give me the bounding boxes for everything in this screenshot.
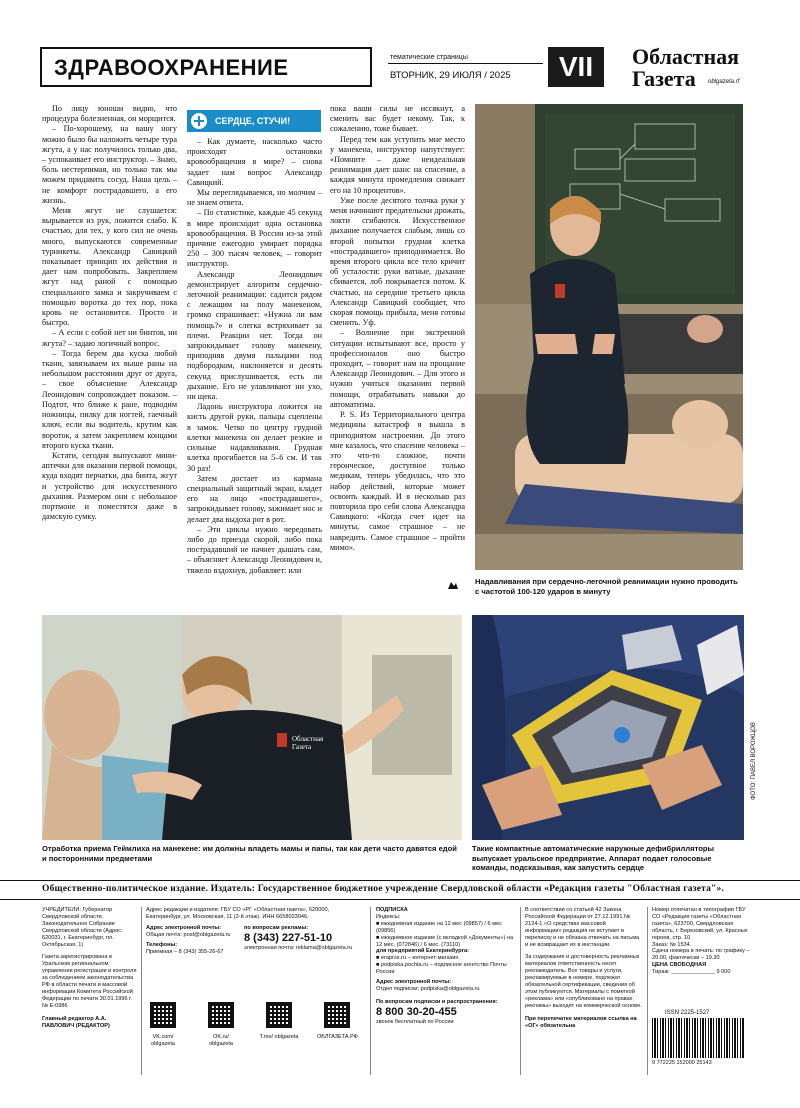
social-telegram[interactable]: T.me/ oblgazeta [259, 1034, 299, 1040]
social-ok[interactable]: OK.ru/ oblgazeta [209, 1034, 233, 1047]
paragraph: Ладонь инструктора ложится на кисть другой руки, пальцы сцеплены в замок. Четко по центру грудной клетки манекена он делает резкие и сильные надавливания. Грудная клетка прогибается на 5–6 см. И так 30 раз! [187, 402, 322, 473]
legal-text: При перепечатке материалов ссылка на «ОГ» обязательна [525, 1015, 637, 1029]
ad-phone: 8 (343) 227-51-10 [244, 931, 333, 944]
page-number: VII [548, 47, 604, 87]
photo-heimlich-training [42, 615, 462, 840]
barcode-number: 9 772225 152000 25143 [652, 1060, 712, 1066]
footer-founders [42, 907, 137, 1030]
medical-cross-icon [191, 113, 207, 129]
footer-contacts [146, 907, 366, 955]
article-column-2 [187, 137, 322, 576]
paragraph: – А если с собой нет ни бинтов, ни жгута? – задаю логичный вопрос. [42, 328, 177, 348]
article-column-1 [42, 104, 177, 522]
paragraph: пока ваши силы не иссякнут, а сменить вас будет некому. Так, к сожалению, тоже бывает. [330, 104, 465, 134]
address-text: Адрес редакции и издателя: ГБУ СО «РГ «Областная газета», 620000, Екатеринбург, ул. Московская, 11 (2-й этаж). ИНН 6658023046. [146, 907, 330, 920]
social-vk[interactable]: VK.com/ oblgazeta [151, 1034, 175, 1047]
sub-phone-note: звонок бесплатный по России [376, 1018, 454, 1025]
paragraph: Затем достает из кармана специальный защитный экран, кладет его на лицо «пострадавшего», запрокидывает голову, зажимает нос и делает два выдоха рот в рот. [187, 473, 322, 524]
footer-divider [520, 907, 521, 1075]
sub-phone-label: По вопросам подписки и распространения: [376, 998, 498, 1005]
email-label: Адрес электронной почты: [146, 924, 222, 931]
subscription-item[interactable]: Отдел подписки: podpiska@oblgazeta.ru [376, 985, 480, 992]
paragraph: Уже после десятого толчка руки у меня начинают предательски дрожать, локти сгибаются. Искусственное дыхание получается слабым, лишь со второй попытки грудная клетка «пострадавшего» приподнимается. Во время второго цикла все тело кричит об усталости: руки ватные, дыхание сбивается, лоб покрывается потом. К счастью, на середине третьего цикла Александр Савицкий сообщает, что скорая помощь прибыла, меня готовы сменить. Уф. [330, 195, 465, 328]
photo-caption: Надавливания при сердечно-легочной реанимации нужно проводить с частотой 100-120 ударов в минуту [475, 577, 738, 596]
paragraph: Александр Леонидович демонстрирует алгоритм сердечно-легочной реанимации: садится рядом с лежащим на полу манекеном, громко спрашивает: «Нужна ли вам помощь?» и слегка встряхивает за плечи. Реакции нет. Тогда он запрокидывает голову манекену, приподняв двумя пальцами под подбородком, наклоняется и десять секунд прислушивается, есть ли дыхание. Его не улавливают ни ухо, ни щека. [187, 269, 322, 402]
rubric-label: СЕРДЦЕ, СТУЧИ! [215, 116, 291, 126]
qr-code-vk[interactable] [150, 1002, 176, 1028]
footer-print-info [652, 907, 752, 976]
photo-heimlich-illustration [42, 615, 462, 840]
legal-text: За содержание и достоверность рекламных материалов ответственность несет рекламодатель. Все товары и услуги, рекламируемые в номере, подлежат обязательной сертификации, сведения об этом публикуются. Материалы с пометкой «реклама» или «опубликовано на правах рекламы» выходят на коммерческой основе. [525, 954, 642, 1009]
photo-cpr-training [475, 104, 743, 570]
subscription-index-label: Индексы: [376, 913, 401, 920]
photo-cpr-illustration [475, 104, 743, 570]
paragraph: – По-хорошему, на вашу ногу можно было бы наложить четыре тура жгута, а у нас получилось только два, – успокаивает его инструктор. – Знаю, боль нестерпимая, но только так мы можем придавить сосуд. Наша цель – не комфорт пострадавшего, а его жизнь. [42, 124, 177, 205]
paragraph: P. S. Из Территориального центра медицины катастроф я вышла в приподнятом настроении. До этого мне казалось, что спасение человека – это что-то сложное, почти героическое, доступное только медикам, теперь убедилась, что это набор действий, которые может освоить каждый. И я несколько раз повторила про себя слова Александра Савицкого: «Когда счет идет на минуты, самое страшное – не навредить. Самое страшное – пройти мимо». [330, 410, 465, 552]
editor-text: Главный редактор А.А. ПАВЛОВИЧ (РЕДАКТОР) [42, 1015, 110, 1029]
paragraph: Меня жгут не слушается: вырывается из рук, ложится слабо. К счастью, для тех, у кого сил не очень много, выпускаются современные турникеты. Александр Савицкий показывает принцип их действия и дает нам попробовать. Закрепляем жгут над раной с помощью специального замка и закручиваем с помощью воротка до тех пор, пока кровь не остановится. Просто и быстро. [42, 206, 177, 328]
article-column-3 [330, 104, 465, 553]
paragraph: Мы переглядываемся, но молчим – не знаем ответа. [187, 188, 322, 208]
issue-date: ВТОРНИК, 29 ИЮЛЯ / 2025 [390, 70, 511, 81]
photo-credit: ФОТО: ПАВЕЛ ВОРОЖЦОВ [751, 722, 757, 800]
paragraph: По лицу юноши видно, что процедура болезненная, он морщится. [42, 104, 177, 124]
photo-caption: Отработка приема Геймлиха на манекене: им должны владеть мамы и папы, так как дети часто давятся едой и посторонними предметами [42, 844, 457, 863]
subscription-item: ■ ежедневная издание на 12 мес (09857) / 6 мес (09856) [376, 920, 502, 934]
shirt-logo-text: Областная [292, 735, 324, 743]
sub-phone: 8 800 30-20-455 [376, 1005, 457, 1018]
logo-title-line2: Газета [632, 66, 696, 91]
paragraph: Кстати, сегодня выпускают мини-аптечки для оказания первой помощи, куда входят перчатки, два бинта, жгут и устройство для искусственного дыхания. Размером они с небольшое портмоне и поместятся даже в дамскую сумку. [42, 450, 177, 522]
subscription-item[interactable]: ■ eraprss.ru – интернет-магазин [376, 955, 459, 962]
paragraph: – Эти циклы нужно чередовать либо до приезда скорой, либо пока пострадавший не начнет дышать сам, – объясняет Александр Леонидович и, тяжело вздохнув, добавляет: или [187, 524, 322, 575]
theme-label: тематические страницы [390, 54, 468, 61]
phones-text: Приемная – 8 (343) 355-26-67 [146, 948, 224, 955]
print-info: Сдача номера в печать: по графику – 20.00, фактически – 19.30 [652, 948, 750, 962]
svg-text:Газета: Газета [292, 743, 312, 751]
footer-divider [647, 907, 648, 1075]
subscription-item: Адрес электронной почты: [376, 979, 452, 986]
end-of-article-icon [447, 580, 459, 590]
qr-code-ok[interactable] [208, 1002, 234, 1028]
print-info: ЦЕНА СВОБОДНАЯ [652, 962, 707, 969]
paragraph: Перед тем как уступить мне место у манекена, инструктор напутствует: «Помните – даже неидеальная реанимация дает шанс на спасение, а каждая минута промедления снижает его на 10 процентов». [330, 134, 465, 195]
photo-caption: Такие компактные автоматические наружные дефибрилляторы выпускает уральское предприятие. Аппарат подает голосовые команды, подсказывая, как запустить сердце [472, 844, 714, 872]
legal-text: В соответствии со статьей 42 Закона Российской Федерации от 27.12.1991 № 2124-1 «О средствах массовой информации» редакция не вступает в переписку и не обязана отвечать на письма и не возвращает их в инстанции. [525, 907, 640, 948]
footer-divider [370, 907, 371, 1075]
photo-defibrillator-illustration [472, 615, 744, 840]
print-info: Заказ: № 1534. [652, 941, 692, 948]
registration-text: Газета зарегистрирована в Уральском региональном управлении регистрации и контроля за соблюдением законодательства РФ в области печати и массовой информации Комитета Российской Федерации по печати 30.01.1996 г. № Е-0986 [42, 954, 137, 1009]
header-rule [388, 63, 543, 64]
barcode [652, 1018, 744, 1058]
email-text[interactable]: Общая почта: post@oblgazeta.ru [146, 931, 231, 938]
phones-label: Телефоны: [146, 941, 178, 948]
subscription-title: ПОДПИСКА [376, 907, 408, 913]
logo-url: oblgazeta.rf [708, 79, 740, 85]
qr-code-site[interactable] [324, 1002, 350, 1028]
paragraph: – По статистике, каждые 45 секунд в мире происходит одна остановка кровообращения. В России из-за этой причине ежегодно умирает порядка 250 – 300 тысяч человек, – говорит инструктор. [187, 208, 322, 269]
rubric-tag [187, 110, 321, 132]
issn-label: ISSN 2225-1527 [665, 1010, 710, 1016]
paragraph: – Волнение при экстренной ситуации испытывают все, просто у профессионалов оно быстро проходит, – говорит нам на прощание Александр Леонидович. – Для этого и нужно учиться оказанию первой помощи, отрабатывать навыки до автоматизма. [330, 328, 465, 409]
social-site[interactable]: ОБЛГАЗЕТА.РФ [317, 1034, 358, 1040]
subscription-item: для предприятий Екатеринбурга: [376, 948, 469, 955]
subscription-item[interactable]: ■ podpiska.pochta.ru – подписное агентство Почты России [376, 962, 507, 976]
print-info: Тираж: ______________ 9 000 [652, 969, 731, 976]
print-info: Номер отпечатан в типографии ГБУ СО «Редакция газеты «Областная газета», 623700, Свердловская область, г. Березовский, ул. Красных героев, стр. 10 [652, 907, 748, 941]
section-header-box [40, 47, 372, 87]
paragraph: – Тогда берем два куска любой ткани, завязываем их выше раны на небольшом расстоянии друг от друга, – свое объяснение Александр Леонидович сопровождает показом. – Подтот, что ближе к ране, подводим ножницы, пилку для ногтей, гаечный ключ, если вы водитель, крутим как вороток, а затем закрепляем концами второго куска ткани. [42, 348, 177, 450]
photo-defibrillator [472, 615, 744, 840]
section-title: ЗДРАВООХРАНЕНИЕ [54, 55, 289, 80]
footer-divider [141, 907, 142, 1075]
ad-email[interactable]: электронная почта: reklama@oblgazeta.ru [244, 944, 353, 951]
qr-code-telegram[interactable] [266, 1002, 292, 1028]
footer-subscription [376, 907, 516, 1026]
paragraph: – Как думаете, насколько часто происходят остановки кровообращения в мире? – снова задает нам вопрос Александр Савицкий. [187, 137, 322, 187]
publisher-line: Общественно-политическое издание. Издатель: Государственное бюджетное учреждение Свердловской области «Редакция газеты "Областная газета"». [42, 884, 725, 894]
ad-label: по вопросам рекламы: [244, 924, 309, 931]
footer-legal [525, 907, 643, 1030]
logo-title-line1: Областная [632, 44, 740, 69]
subscription-item: ■ ежедневное издание (с вкладкой «Документы») на 12 мес. (072846) / 6 мес. (73110) [376, 934, 514, 948]
founders-text: УЧРЕДИТЕЛИ: Губернатор Свердловской области, Законодательное Собрание Свердловской области (Адрес: 620031, г. Екатеринбург, пл. Октябрьская, 1) [42, 907, 123, 948]
